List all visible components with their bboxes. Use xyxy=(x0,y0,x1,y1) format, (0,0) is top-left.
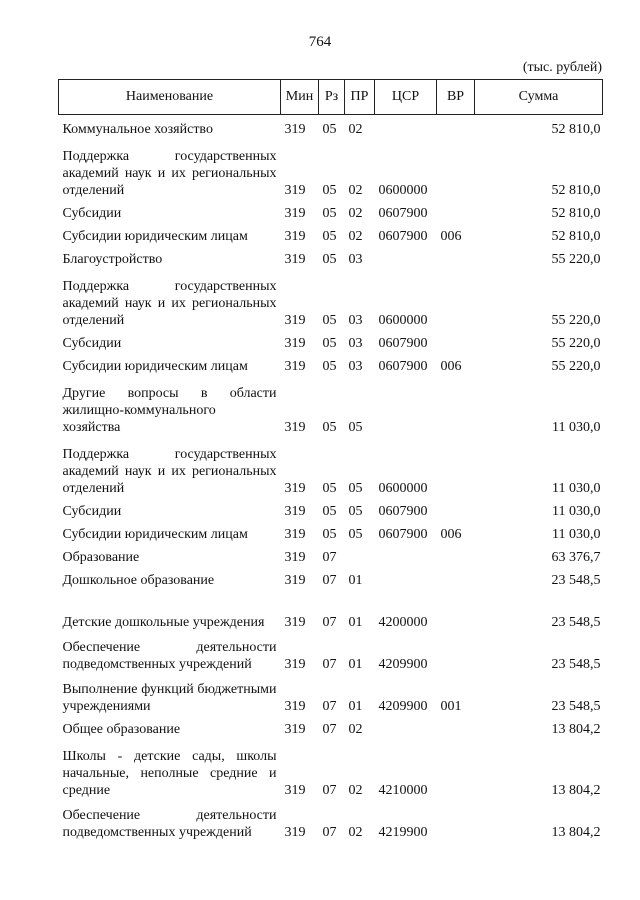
row-rz: 05 xyxy=(322,228,337,244)
row-csr: 0607900 xyxy=(378,205,428,221)
header-rz: Рз xyxy=(319,80,345,115)
row-sum: 63 376,7 xyxy=(551,549,601,565)
row-vr xyxy=(437,245,475,268)
row-name: Выполнение функций бюджетными учреждениями xyxy=(62,681,277,714)
row-csr: 0600000 xyxy=(378,182,428,198)
table-header xyxy=(59,80,603,115)
row-name: Коммунальное хозяйство xyxy=(62,121,213,137)
row-csr: 0607900 xyxy=(378,503,428,519)
row-min: 319 xyxy=(284,572,306,588)
row-min: 319 xyxy=(284,358,306,374)
row-csr xyxy=(375,543,437,566)
row-pr: 01 xyxy=(348,614,363,630)
row-vr xyxy=(437,436,475,497)
table-row xyxy=(59,222,603,245)
row-vr xyxy=(437,589,475,631)
row-sum: 23 548,5 xyxy=(551,572,601,588)
row-sum: 11 030,0 xyxy=(552,419,601,435)
row-rz: 07 xyxy=(322,656,337,672)
header-min: Мин xyxy=(281,80,319,115)
row-vr xyxy=(437,566,475,589)
table-row xyxy=(59,436,603,497)
row-min: 319 xyxy=(284,205,306,221)
row-min: 319 xyxy=(284,656,306,672)
row-name: Поддержка государственных академий наук и их региональных отделений xyxy=(62,446,277,496)
row-rz: 05 xyxy=(322,251,337,267)
row-pr: 03 xyxy=(348,251,363,267)
row-rz: 05 xyxy=(322,205,337,221)
header-name: Наименование xyxy=(59,80,281,115)
row-pr: 02 xyxy=(348,721,363,737)
row-min: 319 xyxy=(284,480,306,496)
row-pr: 03 xyxy=(348,358,363,374)
row-min: 319 xyxy=(284,698,306,714)
row-sum: 52 810,0 xyxy=(551,228,601,244)
row-rz: 05 xyxy=(322,526,337,542)
row-min: 319 xyxy=(284,251,306,267)
row-vr xyxy=(437,631,475,673)
row-sum: 52 810,0 xyxy=(551,182,601,198)
row-rz: 05 xyxy=(322,335,337,351)
row-name: Обеспечение деятельности подведомственных учреждений xyxy=(62,639,277,672)
row-sum: 11 030,0 xyxy=(552,480,601,496)
row-csr xyxy=(375,245,437,268)
row-rz: 05 xyxy=(322,121,337,137)
row-min: 319 xyxy=(284,824,306,840)
row-pr: 05 xyxy=(348,419,363,435)
row-sum: 55 220,0 xyxy=(551,312,601,328)
row-vr xyxy=(437,268,475,329)
row-sum: 11 030,0 xyxy=(552,526,601,542)
row-min: 319 xyxy=(284,549,306,565)
row-csr xyxy=(375,715,437,738)
row-name: Образование xyxy=(62,549,140,565)
row-rz: 05 xyxy=(322,182,337,198)
row-rz: 05 xyxy=(322,312,337,328)
table-row xyxy=(59,520,603,543)
row-pr: 02 xyxy=(348,121,363,137)
row-min: 319 xyxy=(284,335,306,351)
row-vr: 001 xyxy=(440,698,462,714)
row-name: Поддержка государственных академий наук и их региональных отделений xyxy=(62,148,277,198)
row-vr: 006 xyxy=(440,526,462,542)
row-sum: 13 804,2 xyxy=(551,721,601,737)
header-sum: Сумма xyxy=(475,80,603,115)
row-vr xyxy=(437,329,475,352)
page-number: 764 xyxy=(308,34,332,50)
table-row xyxy=(59,543,603,566)
row-rz: 07 xyxy=(322,572,337,588)
row-pr: 02 xyxy=(348,205,363,221)
row-pr: 03 xyxy=(348,335,363,351)
row-name: Детские дошкольные учреждения xyxy=(62,614,265,630)
row-name: Другие вопросы в области жилищно-коммунального хозяйства xyxy=(62,385,277,435)
row-pr: 02 xyxy=(348,228,363,244)
row-csr xyxy=(375,375,437,436)
row-csr xyxy=(375,115,437,138)
row-pr: 01 xyxy=(348,656,363,672)
row-sum: 52 810,0 xyxy=(551,121,601,137)
row-vr xyxy=(437,375,475,436)
row-vr xyxy=(437,543,475,566)
header-vr: ВР xyxy=(437,80,475,115)
header-csr: ЦСР xyxy=(375,80,437,115)
row-vr xyxy=(437,497,475,520)
row-min: 319 xyxy=(284,419,306,435)
row-csr: 0607900 xyxy=(378,358,428,374)
table-row xyxy=(59,673,603,715)
row-vr xyxy=(437,738,475,799)
row-min: 319 xyxy=(284,614,306,630)
table-row xyxy=(59,245,603,268)
table-row xyxy=(59,497,603,520)
row-pr: 01 xyxy=(348,572,363,588)
row-rz: 07 xyxy=(322,824,337,840)
row-min: 319 xyxy=(284,782,306,798)
row-name: Поддержка государственных академий наук и их региональных отделений xyxy=(62,278,277,328)
row-sum: 23 548,5 xyxy=(551,656,601,672)
row-vr xyxy=(437,138,475,199)
row-min: 319 xyxy=(284,526,306,542)
table-row xyxy=(59,329,603,352)
table-row xyxy=(59,566,603,589)
row-vr xyxy=(437,115,475,138)
table-row xyxy=(59,738,603,799)
row-min: 319 xyxy=(284,721,306,737)
row-vr: 006 xyxy=(440,358,462,374)
header-row xyxy=(59,80,603,115)
table-row xyxy=(59,138,603,199)
row-rz: 07 xyxy=(322,721,337,737)
row-rz: 07 xyxy=(322,549,337,565)
table-row xyxy=(59,631,603,673)
table-row xyxy=(59,199,603,222)
table-row xyxy=(59,268,603,329)
row-pr: 05 xyxy=(348,480,363,496)
row-pr: 02 xyxy=(348,824,363,840)
row-min: 319 xyxy=(284,121,306,137)
row-rz: 07 xyxy=(322,782,337,798)
row-min: 319 xyxy=(284,312,306,328)
row-name: Субсидии юридическим лицам xyxy=(62,358,248,374)
row-vr xyxy=(437,199,475,222)
row-pr: 02 xyxy=(348,182,363,198)
row-csr: 0607900 xyxy=(378,526,428,542)
units-note: (тыс. рублей) xyxy=(522,60,602,75)
row-csr xyxy=(375,566,437,589)
row-vr: 006 xyxy=(440,228,462,244)
row-csr: 0607900 xyxy=(378,335,428,351)
table-row xyxy=(59,799,603,841)
row-rz: 07 xyxy=(322,698,337,714)
row-pr: 03 xyxy=(348,312,363,328)
row-sum: 11 030,0 xyxy=(552,503,601,519)
row-pr: 01 xyxy=(348,698,363,714)
row-csr: 4209900 xyxy=(378,698,428,714)
row-sum: 55 220,0 xyxy=(551,358,601,374)
row-vr xyxy=(437,715,475,738)
row-name: Субсидии xyxy=(62,335,122,351)
row-csr: 4200000 xyxy=(378,614,428,630)
row-csr: 0600000 xyxy=(378,312,428,328)
row-rz: 05 xyxy=(322,480,337,496)
row-name: Субсидии юридическим лицам xyxy=(62,228,248,244)
row-rz: 07 xyxy=(322,614,337,630)
row-name: Субсидии xyxy=(62,205,122,221)
row-name: Обеспечение деятельности подведомственных учреждений xyxy=(62,807,277,840)
row-csr: 4210000 xyxy=(378,782,428,798)
table-row xyxy=(59,589,603,631)
row-rz: 05 xyxy=(322,358,337,374)
row-min: 319 xyxy=(284,182,306,198)
table-row xyxy=(59,715,603,738)
row-pr: 05 xyxy=(348,526,363,542)
row-name: Общее образование xyxy=(62,721,181,737)
row-rz: 05 xyxy=(322,419,337,435)
table-body xyxy=(59,115,603,841)
row-min: 319 xyxy=(284,503,306,519)
row-csr: 0607900 xyxy=(378,228,428,244)
row-sum: 23 548,5 xyxy=(551,614,601,630)
row-sum: 55 220,0 xyxy=(551,251,601,267)
row-name: Благоустройство xyxy=(62,251,163,267)
row-vr xyxy=(437,799,475,841)
table-row xyxy=(59,115,603,138)
row-rz: 05 xyxy=(322,503,337,519)
row-sum: 13 804,2 xyxy=(551,782,601,798)
table-row xyxy=(59,375,603,436)
row-csr: 0600000 xyxy=(378,480,428,496)
header-pr: ПР xyxy=(345,80,375,115)
row-sum: 52 810,0 xyxy=(551,205,601,221)
table-row xyxy=(59,352,603,375)
row-pr: 02 xyxy=(348,782,363,798)
row-csr: 4209900 xyxy=(378,656,428,672)
row-pr xyxy=(345,543,375,566)
row-name: Дошкольное образование xyxy=(62,572,215,588)
row-name: Субсидии юридическим лицам xyxy=(62,526,248,542)
row-sum: 55 220,0 xyxy=(551,335,601,351)
row-name: Школы - детские сады, школы начальные, неполные средние и средние xyxy=(62,748,277,798)
row-pr: 05 xyxy=(348,503,363,519)
budget-table xyxy=(58,79,603,841)
row-name: Субсидии xyxy=(62,503,122,519)
row-sum: 13 804,2 xyxy=(551,824,601,840)
row-csr: 4219900 xyxy=(378,824,428,840)
row-min: 319 xyxy=(284,228,306,244)
row-sum: 23 548,5 xyxy=(551,698,601,714)
